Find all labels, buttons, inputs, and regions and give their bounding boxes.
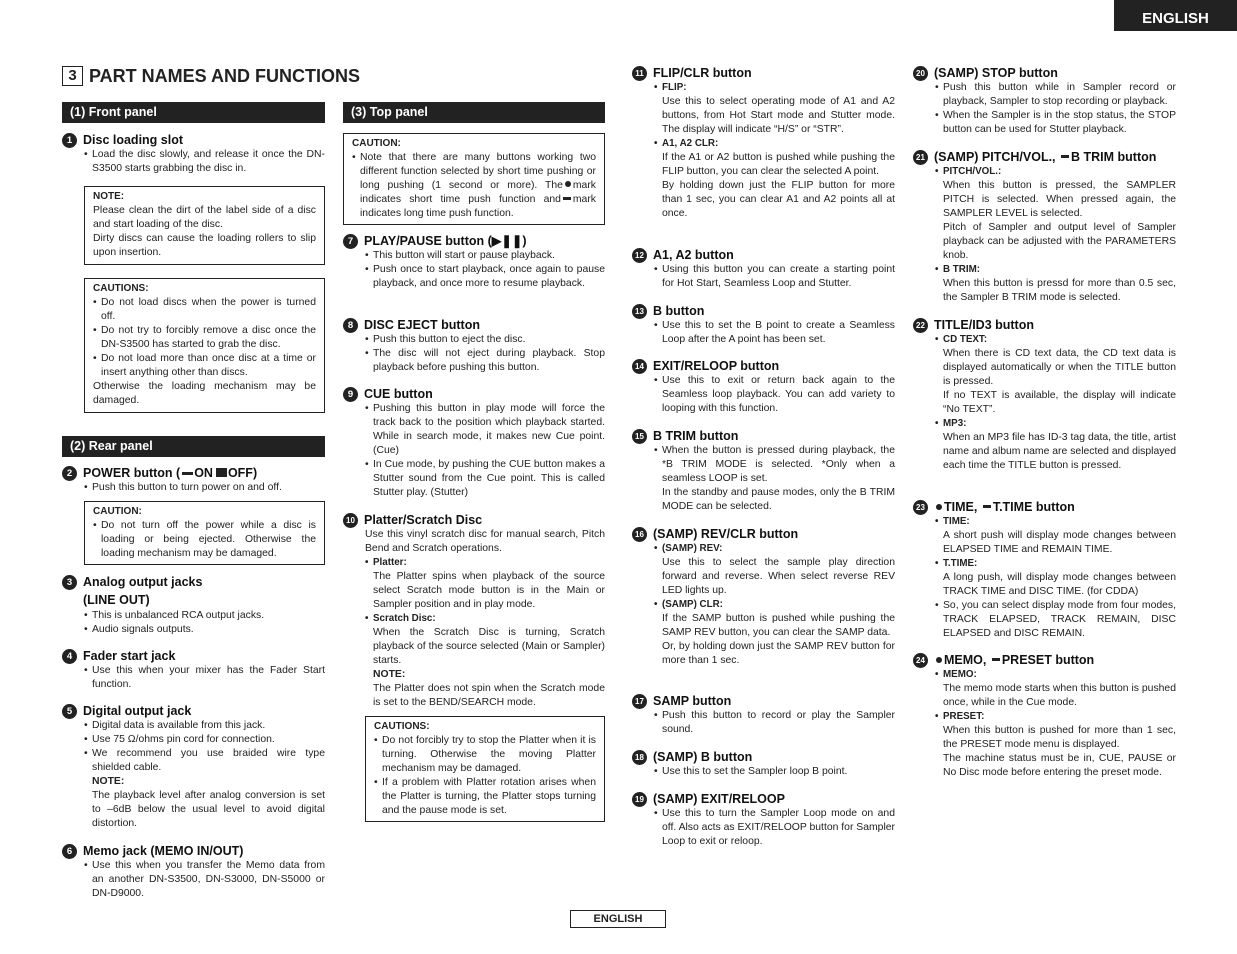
circled-number: 20: [913, 66, 928, 81]
section-analog-output: 3 Analog output jacks (LINE OUT) • This is unbalanced RCA output jacks. • Audio signals outputs.: [62, 573, 325, 637]
section-digital-output: 5 Digital output jack • Digital data is available from this jack. • Use 75 Ω/ohms pin cord for connection. • We recommend you use braided wire type shielded cable. NOTE: The playback level after analog conversion is set to –6dB below the usual level to avoid digital distortion.: [62, 703, 325, 831]
circled-number: 15: [632, 429, 647, 444]
section-flip-clr: 11 FLIP/CLR button • FLIP: Use this to select operating mode of A1 and A2 buttons, from Hot Start mode and Stutter mode. The display will indicate “H/S” or “STR”. • A1, A2 CLR: If the A1 or A2 button is pushed while pushing the FLIP button, you can clear the selected A point. By holding down just the FLIP button for more than 1 sec, you can clear A1 and A2 points all at once.: [632, 65, 895, 221]
circled-number: 5: [62, 704, 77, 719]
section-time: 23 TIME, T.TIME button • TIME: A short push will display mode changes between ELAPSED TIME and REMAIN TIME. • T.TIME: A long push, will display mode changes between TRACK TIME and DISC TIME. (for CDDA) • So, you can select display mode from four modes, TRACK ELAPSED, TRACK REMAIN, DISC ELAPSED and DISC REMAIN.: [913, 499, 1176, 641]
language-tab: ENGLISH: [1114, 0, 1237, 31]
circled-number: 8: [343, 318, 358, 333]
section-samp-stop: 20 (SAMP) STOP button • Push this button while in Sampler record or playback, Sampler to stop recording or playback. • When the Sampler is in the stop status, the STOP button can be used for Stutter playback.: [913, 65, 1176, 137]
caution-title: CAUTION:: [93, 506, 142, 517]
section-title-id3: 22 TITLE/ID3 button • CD TEXT: When there is CD text data, the CD text data is displayed automatically or when the TITLE button is pressed. If no TEXT is available, the display will indicate “No TEXT”. • MP3: When an MP3 file has ID-3 tag data, the title, artist name and album name are selected and displayed each time the TITLE button is pressed.: [913, 317, 1176, 473]
circled-number: 13: [632, 304, 647, 319]
dash-mark-icon: [992, 658, 1000, 661]
top-panel-bar: (3) Top panel: [343, 102, 605, 123]
section-heading-line2: (LINE OUT): [83, 593, 150, 607]
section-disc-loading-slot: [62, 132, 325, 176]
section-memo-preset: 24 MEMO, PRESET button • MEMO: The memo mode starts when this button is pushed once, while in the Cue mode. • PRESET: When this button is pushed for more than 1 sec, the PRESET mode menu is displayed. The machine status must be in, CUE, PAUSE or No Disc mode before entering the preset mode.: [913, 652, 1176, 780]
dash-mark-icon: [1061, 155, 1069, 158]
section-a1-a2: 12 A1, A2 button • Using this button you can create a starting point for Hot Start, Seamless Loop and Stutter.: [632, 247, 895, 291]
footer-language-label: ENGLISH: [570, 910, 666, 928]
section-heading: 2 POWER button ( ON OFF): [62, 465, 325, 481]
section-samp-rev-clr: 16 (SAMP) REV/CLR button • (SAMP) REV: Use this to select the sample play direction forward and reverse. When select reverse REV LED lights up. • (SAMP) CLR: If the SAMP button is pushed while pushing the SAMP REV button, you can clear the SAMP data. Or, by holding down just the SAMP REV button for more than 1 sec.: [632, 526, 895, 668]
section-b-trim: 15 B TRIM button • When the button is pressed during playback, the *B TRIM MODE is selected. *Only when a seamless LOOP is set. In the standby and pause modes, only the B TRIM MODE can be selected.: [632, 428, 895, 514]
dot-mark-icon: [936, 657, 942, 663]
section-samp-pitch-vol: 21 (SAMP) PITCH/VOL., B TRIM button • PITCH/VOL.: When this button is pressed, the SAMPLER PITCH is selected. When pressed again, the SAMPLER LEVEL is selected. Pitch of Sampler and output level of Sampler playback can be adjusted with the PARAMETERS knob. • B TRIM: When this button is pressd for more than 0.5 sec, the Sampler B TRIM mode is selected.: [913, 149, 1176, 305]
section-fader-start: 4 Fader start jack • Use this when your mixer has the Fader Start function.: [62, 648, 325, 692]
section-exit-reloop: 14 EXIT/RELOOP button • Use this to exit or return back again to the Seamless loop playback. You can add variety to looping with this function.: [632, 358, 895, 416]
section-heading: 1 Disc loading slot: [62, 132, 325, 148]
section-cue-button: 9 CUE button • Pushing this button in play mode will force the track back to the position which playback started. While in search mode, it makes new Cue point. (Cue) • In Cue mode, by pushing the CUE button makes a Stutter sound from the Cue point. This is called Stutter play. (Stutter): [343, 386, 605, 500]
chapter-number: 3: [62, 66, 83, 86]
circled-number: 16: [632, 527, 647, 542]
section-memo-jack: 6 Memo jack (MEMO IN/OUT) • Use this when you transfer the Memo data from an another DN-S3500, DN-S3000, DN-S5000 or DN-D9000.: [62, 843, 325, 901]
caution-box: CAUTION: • Do not turn off the power while a disc is loading or being ejected. Otherwise the loading mechanism may be damaged.: [84, 501, 325, 565]
chapter-heading: [62, 66, 382, 90]
circled-number: 9: [343, 387, 358, 402]
dot-mark-icon: [565, 181, 571, 187]
circled-number: 22: [913, 318, 928, 333]
dash-mark-icon: [983, 505, 991, 508]
section-power-button: [62, 465, 325, 495]
circled-number: 7: [343, 234, 358, 249]
circled-number: 14: [632, 359, 647, 374]
circled-number: 21: [913, 150, 928, 165]
circled-number: 23: [913, 500, 928, 515]
dot-mark-icon: [936, 504, 942, 510]
note-title: NOTE:: [93, 191, 125, 202]
circled-number: 12: [632, 248, 647, 263]
circled-number: 4: [62, 649, 77, 664]
circled-number: 18: [632, 750, 647, 765]
section-heading: 3 Analog output jacks: [62, 573, 325, 591]
circled-number: 10: [343, 513, 358, 528]
page-title: PART NAMES AND FUNCTIONS: [89, 66, 360, 86]
section-play-pause: 7 PLAY/PAUSE button (▶❚❚) • This button will start or pause playback. • Push once to start playback, once again to pause playback, and once more to resume playback.: [343, 233, 605, 291]
power-off-icon: [216, 468, 227, 477]
circled-number: 19: [632, 792, 647, 807]
bullet: • Load the disc slowly, and release it once the DN-S3500 starts grabbing the disc in.: [62, 148, 325, 176]
cautions-title: CAUTIONS:: [93, 283, 149, 294]
rear-panel-bar: (2) Rear panel: [62, 436, 325, 457]
circled-number: 1: [62, 133, 77, 148]
cautions-box-platter: CAUTIONS: • Do not forcibly try to stop the Platter when it is turning. Otherwise the moving Platter mechanism may be damaged. • If a problem with Platter rotation arises when the Platter is turning, the Platter stops turning and the pause mode is set.: [365, 716, 605, 822]
section-heading: 6 Memo jack (MEMO IN/OUT): [62, 843, 325, 859]
circled-number: 6: [62, 844, 77, 859]
power-on-icon: [182, 472, 193, 475]
circled-number: 24: [913, 653, 928, 668]
caution-box-top: CAUTION: • Note that there are many buttons working two different function selected by short time pushing or long pushing (1 second or more). The mark indicates short time push function and mark indicates long time push function.: [343, 133, 605, 225]
cautions-box: CAUTIONS: • Do not load discs when the power is turned off. • Do not try to forcibly remove a disc once the DN-S3500 has started to grab the disc. • Do not load more than once disc at a time or insert anything other than discs. Otherwise the loading mechanism may be damaged.: [84, 278, 325, 413]
section-samp-exit-reloop: 19 (SAMP) EXIT/RELOOP • Use this to turn the Sampler Loop mode on and off. Also acts as EXIT/RELOOP button for Sampler Loop to exit or reloop.: [632, 791, 895, 849]
section-heading: 4 Fader start jack: [62, 648, 325, 664]
note-box: NOTE: Please clean the dirt of the label side of a disc and start loading of the disc. Dirty discs can cause the loading rollers to slip upon insertion.: [84, 186, 325, 265]
front-panel-bar: (1) Front panel: [62, 102, 325, 123]
bullet: • Push this button to turn power on and off.: [62, 481, 325, 495]
circled-number: 3: [62, 575, 77, 590]
section-disc-eject: 8 DISC EJECT button • Push this button to eject the disc. • The disc will not eject during playback. Stop playback before pushing this button.: [343, 317, 605, 375]
dash-mark-icon: [563, 197, 571, 200]
section-heading: 5 Digital output jack: [62, 703, 325, 719]
section-platter: 10 Platter/Scratch Disc Use this vinyl scratch disc for manual search, Pitch Bend and Scratch operations. • Platter: The Platter spins when playback of the source select Scratch mode button is in the Main or Sampler position and in play mode. • Scratch Disc: When the Scratch Disc is turning, Scratch playback of the source selected (Main or Sampler) starts. NOTE: The Platter does not spin when the Scratch mode is set to the BEND/SEARCH mode.: [343, 512, 605, 710]
circled-number: 2: [62, 466, 77, 481]
circled-number: 17: [632, 694, 647, 709]
section-b-button: 13 B button • Use this to set the B point to create a Seamless Loop after the A point has been set.: [632, 303, 895, 347]
section-samp-button: 17 SAMP button • Push this button to record or play the Sampler sound.: [632, 693, 895, 737]
circled-number: 11: [632, 66, 647, 81]
section-samp-b-button: 18 (SAMP) B button • Use this to set the Sampler loop B point.: [632, 749, 895, 779]
